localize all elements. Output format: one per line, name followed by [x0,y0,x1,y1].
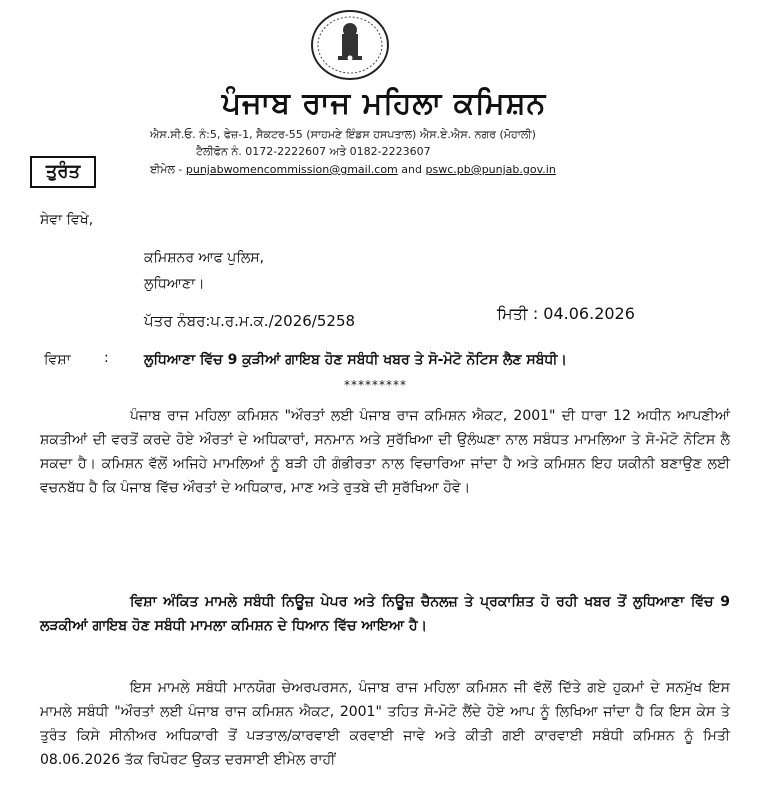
letterhead-phone: ਟੈਲੀਫੋਨ ਨੰ. 0172-2222607 ਅਤੇ 0182-2223607 [196,145,431,158]
divider-stars: ********* [344,378,407,392]
state-emblem-icon [308,8,392,82]
email-and: and [401,163,422,176]
email-link-2[interactable]: pswc.pb@punjab.gov.in [425,163,556,176]
addressee-line-2: ਲੁਧਿਆਣਾ। [144,276,205,292]
subject-text: ਲੁਧਿਆਣਾ ਵਿੱਚ 9 ਕੁੜੀਆਂ ਗਾਇਬ ਹੋਣ ਸਬੰਧੀ ਖਬਰ ਤੇ ਸੋ-ਮੋਟੋ ਨੋਟਿਸ ਲੈਣ ਸਬੰਧੀ। [144,352,567,368]
salutation: ਸੇਵਾ ਵਿਖੇ, [40,212,94,228]
subject-label: ਵਿਸ਼ਾ [44,352,71,368]
paragraph-3-text: ਇਸ ਮਾਮਲੇ ਸਬੰਧੀ ਮਾਨਯੋਗ ਚੇਅਰਪਰਸਨ, ਪੰਜਾਬ ਰਾਜ ਮਹਿਲਾ ਕਮਿਸ਼ਨ ਜੀ ਵੱਲੋਂ ਦਿੱਤੇ ਗਏ ਹੁਕਮਾਂ ਦੇ ਸਨਮੁੱਖ ਇਸ ਮਾਮਲੇ ਸਬੰਧੀ "ਔਰਤਾਂ ਲਈ ਪੰਜਾਬ ਰਾਜ ਕਮਿਸ਼ਨ ਐਕਟ, 2001" ਤਹਿਤ ਸੋ-ਮੋਟੋ ਲੈਂਦੇ ਹੋਏ ਆਪ ਨੂੰ ਲਿਖਿਆ ਜਾਂਦਾ ਹੈ ਕਿ ਇਸ ਕੇਸ ਤੇ ਤੁਰੰਤ ਕਿਸੇ ਸੀਨੀਅਰ ਅਧਿਕਾਰੀ ਤੋਂ ਪੜਤਾਲ/ਕਾਰਵਾਈ ਕਰਵਾਈ ਜਾਵੇ ਅਤੇ ਕੀਤੀ ਗਈ ਕਾਰਵਾਈ ਸਬੰਧੀ ਕਮਿਸ਼ਨ ਨੂੰ ਮਿਤੀ 08.06.2026 ਤੱਕ ਰਿਪੋਰਟ ਉਕਤ ਦਰਸਾਈ ਈਮੇਲ ਰਾਹੀਂ [40,680,730,768]
paragraph-1 [40,404,730,500]
addressee-line-1: ਕਮਿਸ਼ਨਰ ਆਫ ਪੁਲਿਸ, [144,250,265,266]
paragraph-2 [40,590,730,638]
letterhead-address: ਐਸ.ਸੀ.ਓ. ਨੰ:5, ਫੇਜ਼-1, ਸੈਕਟਰ-55 (ਸਾਹਮਣੇ ਇੰਡਸ ਹਸਪਤਾਲ) ਐਸ.ਏ.ਐਸ. ਨਗਰ (ਮੋਹਾਲੀ) [150,128,536,141]
email-prefix: ਈਮੇਲ - [150,163,183,176]
letterhead-title: ਪੰਜਾਬ ਰਾਜ ਮਹਿਲਾ ਕਮਿਸ਼ਨ [221,86,547,121]
paragraph-3 [40,676,730,772]
urgent-stamp: ਤੁਰੰਤ [30,156,96,188]
letterhead-email-line [150,163,556,177]
email-link-1[interactable]: punjabwomencommission@gmail.com [185,163,398,176]
paragraph-2-text: ਵਿਸ਼ਾ ਅੰਕਿਤ ਮਾਮਲੇ ਸਬੰਧੀ ਨਿਊਜ਼ ਪੇਪਰ ਅਤੇ ਨਿਊਜ਼ ਚੈਨਲਜ਼ ਤੇ ਪ੍ਰਕਾਸ਼ਿਤ ਹੋ ਰਹੀ ਖਬਰ ਤੋਂ ਲੁਧਿਆਣਾ ਵਿੱਚ 9 ਲੜਕੀਆਂ ਗਾਇਬ ਹੋਣ ਸਬੰਧੀ ਮਾਮਲਾ ਕਮਿਸ਼ਨ ਦੇ ਧਿਆਨ ਵਿੱਚ ਆਇਆ ਹੈ। [40,594,730,634]
paragraph-1-text: ਪੰਜਾਬ ਰਾਜ ਮਹਿਲਾ ਕਮਿਸ਼ਨ "ਔਰਤਾਂ ਲਈ ਪੰਜਾਬ ਰਾਜ ਕਮਿਸ਼ਨ ਐਕਟ, 2001" ਦੀ ਧਾਰਾ 12 ਅਧੀਨ ਆਪਣੀਆਂ ਸ਼ਕਤੀਆਂ ਦੀ ਵਰਤੋਂ ਕਰਦੇ ਹੋਏ ਔਰਤਾਂ ਦੇ ਅਧਿਕਾਰਾਂ, ਸਨਮਾਨ ਅਤੇ ਸੁਰੱਖਿਆ ਦੀ ਉਲੰਘਣਾ ਨਾਲ ਸਬੰਧਤ ਮਾਮਲਿਆ ਤੇ ਸੋ-ਮੋਟੋ ਨੋਟਿਸ ਲੈ ਸਕਦਾ ਹੈ। ਕਮਿਸ਼ਨ ਵੱਲੋਂ ਅਜਿਹੇ ਮਾਮਲਿਆਂ ਨੂੰ ਬੜੀ ਹੀ ਗੰਭੀਰਤਾ ਨਾਲ ਵਿਚਾਰਿਆ ਜਾਂਦਾ ਹੈ ਅਤੇ ਕਮਿਸ਼ਨ ਇਹ ਯਕੀਨੀ ਬਣਾਉਣ ਲਈ ਵਚਨਬੱਧ ਹੈ ਕਿ ਪੰਜਾਬ ਵਿੱਚ ਔਰਤਾਂ ਦੇ ਅਧਿਕਾਰ, ਮਾਣ ਅਤੇ ਰੁਤਬੇ ਦੀ ਸੁਰੱਖਿਆ ਹੋਵੇ। [40,408,730,496]
letter-number: ਪੱਤਰ ਨੰਬਰ:ਪ.ਰ.ਮ.ਕ./2026/5258 [144,312,356,330]
subject-separator: : [104,350,109,366]
letter-date: ਮਿਤੀ : 04.06.2026 [497,304,635,323]
